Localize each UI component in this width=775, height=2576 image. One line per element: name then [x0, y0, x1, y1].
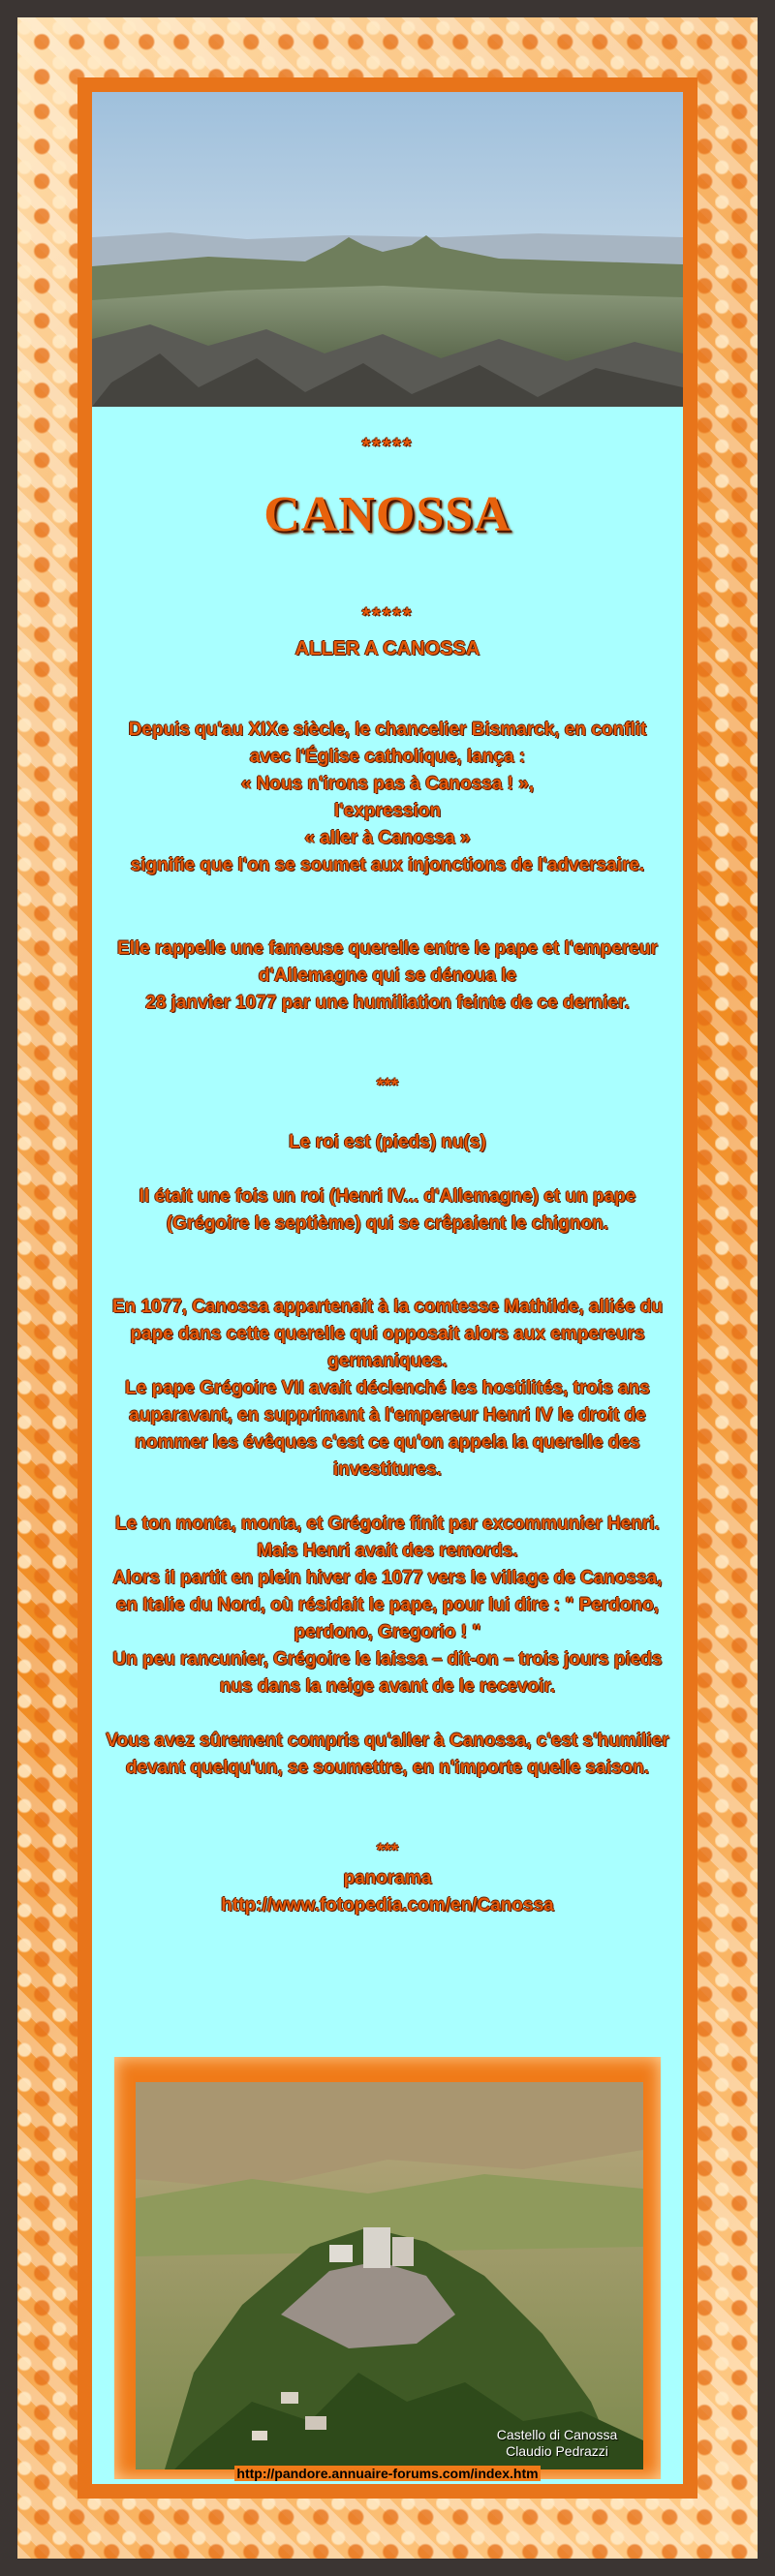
photo-caption: Castello di Canossa Claudio Pedrazzi [496, 2427, 618, 2459]
separator-2: *** [376, 1841, 399, 1861]
paragraph-quarrel: Elle rappelle une fameuse querelle entre le pape et l'empereur d'Allemagne qui se dénoua le 28 janvier 1077 par une humiliation feinte de ce dernier. [117, 938, 658, 1013]
paragraph-once: Il était une fois un roi (Henri IV... d'Allemagne) et un pape (Grégoire le septième) qui se crêpaient le chignon. [139, 1186, 636, 1234]
panorama-link[interactable]: http://www.fotopedia.com/en/Canossa [221, 1895, 554, 1916]
landscape-photo [92, 92, 683, 407]
paragraph-ton: Le ton monta, monta, et Grégoire finit par excommunier Henri. Mais Henri avait des remords. Alors il partit en plein hiver de 1077 vers le village de Canossa, en Italie du Nord, où résidait le pape, pour lui dire : " Perdono, perdono, Gregorio ! " Un peu rancunier, Grégoire le laissa – dit-on – trois jours pieds nus dans la neige avant de le recevoir. [112, 1514, 663, 1697]
panorama-label: panorama [343, 1868, 432, 1888]
article-content [92, 416, 683, 1919]
page-title: CANOSSA [264, 487, 512, 542]
paragraph-1077: En 1077, Canossa appartenait à la comtesse Mathilde, alliée du pape dans cette querelle qui opposait alors aux empereurs germaniques. Le pape Grégoire VII avait déclenché les hostilités, trois ans auparavant, en supprimant à l'empereur Henri IV le droit de nommer les évêques c'est ce qu'on appela la querelle des investitures. [111, 1297, 664, 1480]
separator-1: *** [376, 1076, 399, 1096]
stars-top: ***** [361, 434, 414, 458]
paragraph-roi: Le roi est (pieds) nu(s) [289, 1132, 486, 1152]
section-heading: ALLER A CANOSSA [294, 638, 480, 659]
stars-bottom: ***** [361, 603, 414, 628]
paragraph-intro: Depuis qu'au XIXe siècle, le chancelier Bismarck, en conflit avec l'Église catholique, lança : « Nous n'irons pas à Canossa ! », l'expression « aller à Canossa » signifie que l'on se soumet aux injonctions de l'adversaire. [128, 720, 647, 875]
castle-photo [136, 2082, 643, 2469]
paragraph-conclusion: Vous avez sûrement compris qu'aller à Canossa, c'est s'humilier devant quelqu'un, se soumettre, en n'importe quelle saison. [106, 1731, 669, 1778]
footer-url[interactable]: http://pandore.annuaire-forums.com/index.htm [236, 2466, 539, 2481]
